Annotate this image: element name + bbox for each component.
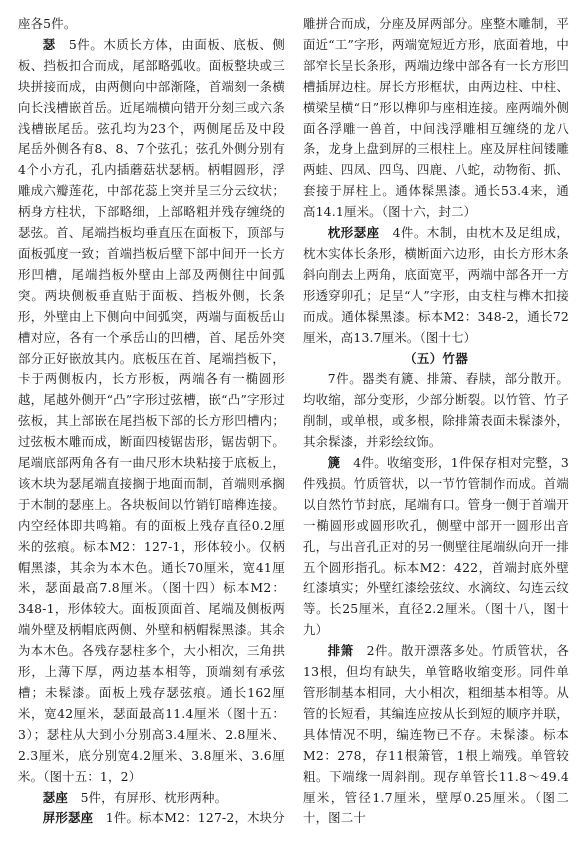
paragraph-continued: 座各5件。 xyxy=(18,16,77,31)
entry-term: 屏形瑟座 xyxy=(42,810,94,826)
paragraph-zhenxing-sezuo xyxy=(303,223,569,348)
left-column xyxy=(18,14,285,866)
entry-text: 5件，有屏形、枕形两种。 xyxy=(80,789,228,805)
paragraph-continued: 雕拼合而成，分座及屏两部分。座整木雕制，平面近“工”字形，两端宽短近方形，底面着地，中部窄长呈长条形，两端边缘中部各有一长方形凹槽插屏边柱。屏长方形框状，由两边柱、中柱、横梁呈横“日”形以榫卯与座相连接。座两端外侧面各浮雕一兽首，中间浅浮雕相互缠绕的龙八条，龙身上盘到屏的三根柱上。座及屏柱间镂雕两蛙、四凤、四鸟、四鹿、八蛇，动物衔、抓、套接于屏柱上。通体髹黑漆。通长53.4来，通高14.1厘米。（图十六，封二） xyxy=(303,16,569,220)
paragraph-paixiao xyxy=(303,641,569,829)
paragraph-sezuo xyxy=(18,788,285,809)
paragraph-se xyxy=(18,35,285,788)
entry-text: 1件。标本M2：127-2，木块分 xyxy=(105,810,285,826)
entry-text: 5件。木质长方体，由面板、底板、侧板、挡板扣合而成，尾部略弧收。面板整块或三块拼接而成，由两侧向中部渐隆，首端刻一条横向长浅槽嵌首岳。近尾端横向错开分刻三或六条浅槽嵌尾岳。弦孔均为23个，两侧尾岳及中段尾岳外侧各有8、8、7个弦孔；弦孔外侧分别有4个小方孔，孔内插蘑菇状瑟柄。柄帽圆形，浮雕成六瓣莲花，中部花蕊上突并呈三分云纹状；柄身方柱状，下部略细，上部略粗并残存缠绕的瑟弦。首、尾端挡板均垂直压在面板下，顶部与面板弧度一致；首端挡板后壁下部中间开一长方形凹槽，尾端挡板外壁由上部及两侧往中间弧突。两块侧板垂直贴于面板、挡板外侧，长条形，外壁由上下侧向中间弧突，两端与面板岳山槽对应，各有一个承岳山的凹槽，首、尾岳外突部分正好嵌放其内。底板压在首、尾端挡板下，卡于两侧板内，长方形板，两端各有一椭圆形越，尾越外侧开“凸”字形过弦槽，嵌“凸”字形过弦板，其上部嵌在尾挡板下部的长方形凹槽内；过弦板木雕而成，断面四棱锯齿形，锯齿朝下。尾端底部两角各有一曲尺形木块粘接于底板上，该木块为瑟尾端直接搁于地面而制，首端则承搁于木制的瑟座上。各块板间以竹销钉暗榫连接。内空经体即共鸣箱。有的面板上残存直径0.2厘米的弦痕。标本M2：127-1，形体较小。仅柄帽黑漆，其余为本木色。通长70厘米，宽41厘米，瑟面最高7.8厘米。（图十四）标本M2：348-1，形体较大。面板顶面首、尾端及侧板两端外壁及柄帽底两侧、外壁和柄帽髹黑漆。其余为本木色。各残存瑟柱多个，大小相次，三角拱形，上薄下厚，两边基本相等，顶端刻有承弦槽；未髹漆。面板上残存瑟弦痕。通长162厘米，宽42厘米，瑟面最高11.4厘米（图十五：3）；瑟柱从大到小分别高3.4厘米、2.8厘米、2.3厘米，底分别宽4.2厘米、3.8厘米、3.6厘米。（图十五：1，2） xyxy=(18,36,286,784)
entry-term: 排箫 xyxy=(327,643,354,659)
entry-term: 枕形瑟座 xyxy=(327,225,380,241)
entry-text: 4件。木制，由枕木及足组成，枕木实体长条形，横断面六边形，由长方形木条斜向削去上两角，底面宽平，两端中部各开一方形透穿卯孔；足呈“人”字形，由支柱与榫木扣接而成。通体髹黑漆。标本M2：348-2，通长72厘米，高13.7厘米。（图十七） xyxy=(303,225,569,345)
paragraph-chi xyxy=(303,453,569,641)
paragraph-bamboo-intro: 7件。器类有篪、排箫、舂牍，部分散开。均收缩，部分变形，少部分断裂。以竹管、竹子削制，或单根，或多根，除排箫表面未髹漆外，其余髹漆，并彩绘纹饰。 xyxy=(303,371,569,450)
paragraph-pingxing-sezuo xyxy=(18,808,285,829)
section-heading: （五）竹器 xyxy=(404,350,468,366)
entry-text: 2件。散开漂落多处。竹质管状，各13根，但均有缺失，单管略收缩变形。同件单管形制基本相同，大小相次，粗细基本相等。从管的长短看，其编连应按从长到短的顺序并联，具体情况不明，编连物已不存。未髹漆。标本M2：278，存11根箫管，1根上端残。单管较粗。下端缘一周斜削。现存单管长11.8～49.4厘米，管径1.7厘米，壁厚0.25厘米。（图二十，图二十 xyxy=(303,643,569,826)
right-column xyxy=(303,14,569,866)
entry-term: 瑟座 xyxy=(42,789,68,805)
entry-text: 4件。收缩变形，1件保存相对完整，3件残损。竹质管状，以一节竹管制作而成。首端以自然竹节封底，尾端有口。管身一侧于首端开一椭圆形或圆形吹孔，侧壁中部开一圆形出音孔，与出音孔正对的另一侧壁往尾端纵向开一排五个圆形指孔。标本M2：422，首端封底外壁红漆填实；外壁红漆绘弦纹、水滴纹、勾连云纹等。长25厘米，直径2.2厘米。（图十八，图十九） xyxy=(303,455,570,638)
entry-term: 篪 xyxy=(327,455,341,471)
entry-term: 瑟 xyxy=(42,36,56,52)
